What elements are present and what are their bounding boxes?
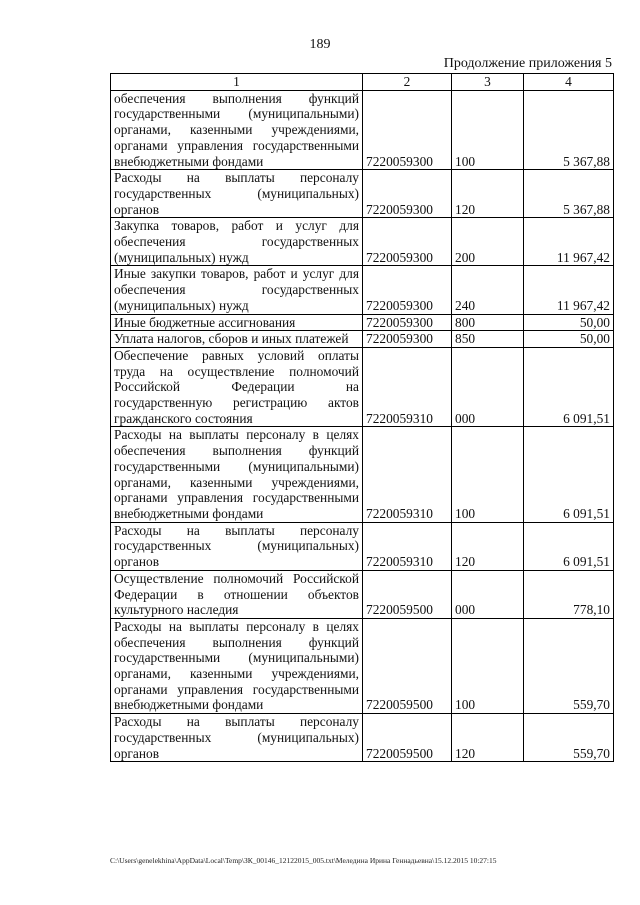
expense-name-cell: Расходы на выплаты персоналу государственных (муниципальных) органов bbox=[111, 714, 363, 762]
expense-name-cell: Уплата налогов, сборов и иных платежей bbox=[111, 331, 363, 348]
expense-kind-cell: 100 bbox=[452, 427, 524, 522]
target-article-cell: 7220059310 bbox=[363, 522, 452, 570]
target-article-cell: 7220059500 bbox=[363, 618, 452, 713]
table-row bbox=[111, 347, 614, 427]
expense-kind-cell: 000 bbox=[452, 570, 524, 618]
expense-name-cell: обеспечения выполнения функций государственными (муниципальными) органами, казенными учреждениями, органами управления государственными внебюджетными фондами bbox=[111, 90, 363, 170]
table-row bbox=[111, 522, 614, 570]
expense-kind-cell: 120 bbox=[452, 714, 524, 762]
amount-cell: 50,00 bbox=[524, 331, 614, 348]
table-row bbox=[111, 714, 614, 762]
target-article-cell: 7220059500 bbox=[363, 570, 452, 618]
budget-table bbox=[110, 73, 614, 762]
target-article-cell: 7220059310 bbox=[363, 347, 452, 427]
expense-name-cell: Обеспечение равных условий оплаты труда на осуществление полномочий Российской Федерации на государственную регистрацию актов гражданского состояния bbox=[111, 347, 363, 427]
expense-name-cell: Закупка товаров, работ и услуг для обеспечения государственных (муниципальных) нужд bbox=[111, 218, 363, 266]
amount-cell: 6 091,51 bbox=[524, 427, 614, 522]
file-path-footer: C:\Users\genelekhina\AppData\Local\Temp\ЗК_00146_12122015_005.txt\Меледина Ирина Геннадьевна\15.12.2015 10:27:15 bbox=[110, 856, 497, 865]
page-number: 189 bbox=[309, 37, 331, 52]
expense-name-cell: Расходы на выплаты персоналу в целях обеспечения выполнения функций государственными (муниципальными) органами, казенными учреждениями, органами управления государственными внебюджетными фондами bbox=[111, 427, 363, 522]
expense-kind-cell: 100 bbox=[452, 618, 524, 713]
table-row bbox=[111, 218, 614, 266]
amount-cell: 778,10 bbox=[524, 570, 614, 618]
amount-cell: 559,70 bbox=[524, 714, 614, 762]
amount-cell: 5 367,88 bbox=[524, 90, 614, 170]
amount-cell: 5 367,88 bbox=[524, 170, 614, 218]
expense-kind-cell: 000 bbox=[452, 347, 524, 427]
amount-cell: 50,00 bbox=[524, 314, 614, 331]
table-row bbox=[111, 170, 614, 218]
column-header: 3 bbox=[452, 74, 524, 91]
expense-name-cell: Расходы на выплаты персоналу государственных (муниципальных) органов bbox=[111, 522, 363, 570]
column-header: 1 bbox=[111, 74, 363, 91]
amount-cell: 559,70 bbox=[524, 618, 614, 713]
expense-kind-cell: 240 bbox=[452, 266, 524, 314]
expense-name-cell: Расходы на выплаты персоналу государственных (муниципальных) органов bbox=[111, 170, 363, 218]
table-row bbox=[111, 570, 614, 618]
table-row bbox=[111, 314, 614, 331]
amount-cell: 6 091,51 bbox=[524, 522, 614, 570]
expense-name-cell: Иные закупки товаров, работ и услуг для обеспечения государственных (муниципальных) нужд bbox=[111, 266, 363, 314]
expense-name-cell: Иные бюджетные ассигнования bbox=[111, 314, 363, 331]
column-header: 4 bbox=[524, 74, 614, 91]
table-row bbox=[111, 90, 614, 170]
expense-kind-cell: 120 bbox=[452, 170, 524, 218]
expense-kind-cell: 120 bbox=[452, 522, 524, 570]
expense-name-cell: Осуществление полномочий Российской Федерации в отношении объектов культурного наследия bbox=[111, 570, 363, 618]
continuation-caption: Продолжение приложения 5 bbox=[443, 56, 612, 71]
amount-cell: 11 967,42 bbox=[524, 266, 614, 314]
amount-cell: 6 091,51 bbox=[524, 347, 614, 427]
expense-kind-cell: 100 bbox=[452, 90, 524, 170]
table-header-row bbox=[111, 74, 614, 91]
table-row bbox=[111, 331, 614, 348]
amount-cell: 11 967,42 bbox=[524, 218, 614, 266]
column-header: 2 bbox=[363, 74, 452, 91]
table-body bbox=[111, 90, 614, 762]
target-article-cell: 7220059300 bbox=[363, 90, 452, 170]
target-article-cell: 7220059300 bbox=[363, 266, 452, 314]
expense-kind-cell: 200 bbox=[452, 218, 524, 266]
expense-kind-cell: 850 bbox=[452, 331, 524, 348]
target-article-cell: 7220059310 bbox=[363, 427, 452, 522]
expense-kind-cell: 800 bbox=[452, 314, 524, 331]
table-row bbox=[111, 618, 614, 713]
table-row bbox=[111, 266, 614, 314]
target-article-cell: 7220059300 bbox=[363, 218, 452, 266]
table-row bbox=[111, 427, 614, 522]
target-article-cell: 7220059300 bbox=[363, 331, 452, 348]
target-article-cell: 7220059300 bbox=[363, 314, 452, 331]
target-article-cell: 7220059300 bbox=[363, 170, 452, 218]
target-article-cell: 7220059500 bbox=[363, 714, 452, 762]
expense-name-cell: Расходы на выплаты персоналу в целях обеспечения выполнения функций государственными (муниципальными) органами, казенными учреждениями, органами управления государственными внебюджетными фондами bbox=[111, 618, 363, 713]
